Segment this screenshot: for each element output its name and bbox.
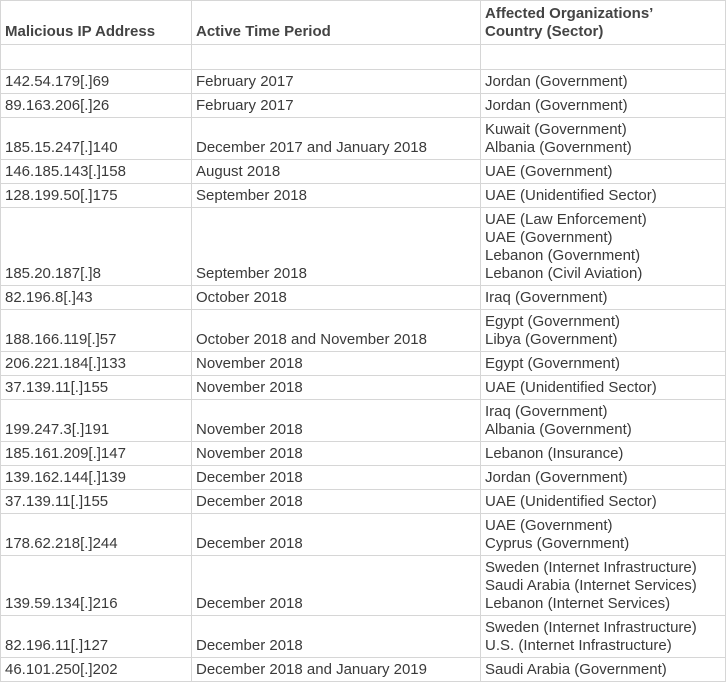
- org-line: Sweden (Internet Infrastructure): [485, 559, 697, 576]
- org-line: Iraq (Government): [485, 289, 608, 306]
- table-row: [1, 490, 726, 514]
- org-line: Lebanon (Civil Aviation): [485, 265, 643, 282]
- table-row: [1, 400, 726, 442]
- empty-cell: [481, 45, 726, 70]
- org-line: Iraq (Government): [485, 403, 608, 420]
- orgs-cell: [481, 160, 726, 184]
- org-line: Egypt (Government): [485, 313, 621, 330]
- orgs-cell: [481, 352, 726, 376]
- table-row: [1, 514, 726, 556]
- orgs-cell: [481, 466, 726, 490]
- orgs-cell: [481, 118, 726, 160]
- ip-cell: 185.15.247[.]140: [1, 118, 192, 160]
- period-cell: December 2018: [192, 490, 481, 514]
- ip-cell: 139.59.134[.]216: [1, 556, 192, 616]
- orgs-cell: [481, 442, 726, 466]
- org-line: Jordan (Government): [485, 469, 628, 486]
- period-cell: December 2018: [192, 514, 481, 556]
- org-line: UAE (Unidentified Sector): [485, 379, 657, 396]
- header-period: Active Time Period: [192, 1, 481, 45]
- org-line: Lebanon (Internet Services): [485, 595, 671, 612]
- org-line: UAE (Government): [485, 517, 613, 534]
- orgs-cell: [481, 94, 726, 118]
- table-row: [1, 658, 726, 682]
- table-row: [1, 616, 726, 658]
- period-cell: August 2018: [192, 160, 481, 184]
- period-cell: November 2018: [192, 442, 481, 466]
- spacer-row: [1, 45, 726, 70]
- period-cell: February 2017: [192, 94, 481, 118]
- table-row: [1, 352, 726, 376]
- org-line: Lebanon (Government): [485, 247, 641, 264]
- orgs-cell: [481, 490, 726, 514]
- empty-cell: [192, 45, 481, 70]
- header-orgs: [481, 1, 726, 45]
- period-cell: December 2017 and January 2018: [192, 118, 481, 160]
- table-header-row: [1, 1, 726, 45]
- org-line: Albania (Government): [485, 139, 632, 156]
- orgs-cell: [481, 400, 726, 442]
- org-line: Lebanon (Insurance): [485, 445, 624, 462]
- org-line: Jordan (Government): [485, 97, 628, 114]
- org-line: Libya (Government): [485, 331, 618, 348]
- orgs-cell: [481, 514, 726, 556]
- period-cell: October 2018 and November 2018: [192, 310, 481, 352]
- table-row: [1, 184, 726, 208]
- period-cell: November 2018: [192, 400, 481, 442]
- table-row: [1, 70, 726, 94]
- empty-cell: [1, 45, 192, 70]
- table-row: [1, 442, 726, 466]
- org-line: UAE (Law Enforcement): [485, 211, 647, 228]
- period-cell: February 2017: [192, 70, 481, 94]
- ip-cell: 206.221.184[.]133: [1, 352, 192, 376]
- period-cell: November 2018: [192, 352, 481, 376]
- header-ip: Malicious IP Address: [1, 1, 192, 45]
- orgs-cell: [481, 556, 726, 616]
- ip-cell: 178.62.218[.]244: [1, 514, 192, 556]
- orgs-cell: [481, 616, 726, 658]
- org-line: UAE (Unidentified Sector): [485, 187, 657, 204]
- orgs-cell: [481, 184, 726, 208]
- ip-cell: 142.54.179[.]69: [1, 70, 192, 94]
- orgs-cell: [481, 658, 726, 682]
- period-cell: December 2018: [192, 466, 481, 490]
- table-row: [1, 94, 726, 118]
- table-row: [1, 286, 726, 310]
- table-row: [1, 118, 726, 160]
- period-cell: October 2018: [192, 286, 481, 310]
- org-line: Kuwait (Government): [485, 121, 627, 138]
- ip-cell: 82.196.11[.]127: [1, 616, 192, 658]
- orgs-cell: [481, 376, 726, 400]
- ip-cell: 185.161.209[.]147: [1, 442, 192, 466]
- header-orgs-line: Affected Organizations’: [485, 5, 654, 22]
- table-row: [1, 556, 726, 616]
- org-line: Egypt (Government): [485, 355, 621, 372]
- org-line: Saudi Arabia (Internet Services): [485, 577, 697, 594]
- org-line: U.S. (Internet Infrastructure): [485, 637, 672, 654]
- ip-cell: 188.166.119[.]57: [1, 310, 192, 352]
- orgs-cell: [481, 310, 726, 352]
- org-line: UAE (Government): [485, 163, 613, 180]
- header-orgs-line: Country (Sector): [485, 23, 604, 40]
- org-line: UAE (Government): [485, 229, 613, 246]
- period-cell: December 2018 and January 2019: [192, 658, 481, 682]
- period-cell: September 2018: [192, 208, 481, 286]
- org-line: Jordan (Government): [485, 73, 628, 90]
- ip-cell: 82.196.8[.]43: [1, 286, 192, 310]
- ip-cell: 185.20.187[.]8: [1, 208, 192, 286]
- period-cell: November 2018: [192, 376, 481, 400]
- period-cell: September 2018: [192, 184, 481, 208]
- org-line: Sweden (Internet Infrastructure): [485, 619, 697, 636]
- org-line: Saudi Arabia (Government): [485, 661, 667, 678]
- ip-cell: 139.162.144[.]139: [1, 466, 192, 490]
- orgs-cell: [481, 208, 726, 286]
- org-line: UAE (Unidentified Sector): [485, 493, 657, 510]
- ip-cell: 46.101.250[.]202: [1, 658, 192, 682]
- ip-cell: 128.199.50[.]175: [1, 184, 192, 208]
- orgs-cell: [481, 70, 726, 94]
- table-row: [1, 310, 726, 352]
- table-row: [1, 466, 726, 490]
- ip-cell: 199.247.3[.]191: [1, 400, 192, 442]
- table-row: [1, 160, 726, 184]
- ip-cell: 37.139.11[.]155: [1, 376, 192, 400]
- ip-cell: 89.163.206[.]26: [1, 94, 192, 118]
- table-row: [1, 208, 726, 286]
- table-row: [1, 376, 726, 400]
- org-line: Albania (Government): [485, 421, 632, 438]
- orgs-cell: [481, 286, 726, 310]
- period-cell: December 2018: [192, 556, 481, 616]
- ip-cell: 37.139.11[.]155: [1, 490, 192, 514]
- period-cell: December 2018: [192, 616, 481, 658]
- ip-cell: 146.185.143[.]158: [1, 160, 192, 184]
- org-line: Cyprus (Government): [485, 535, 630, 552]
